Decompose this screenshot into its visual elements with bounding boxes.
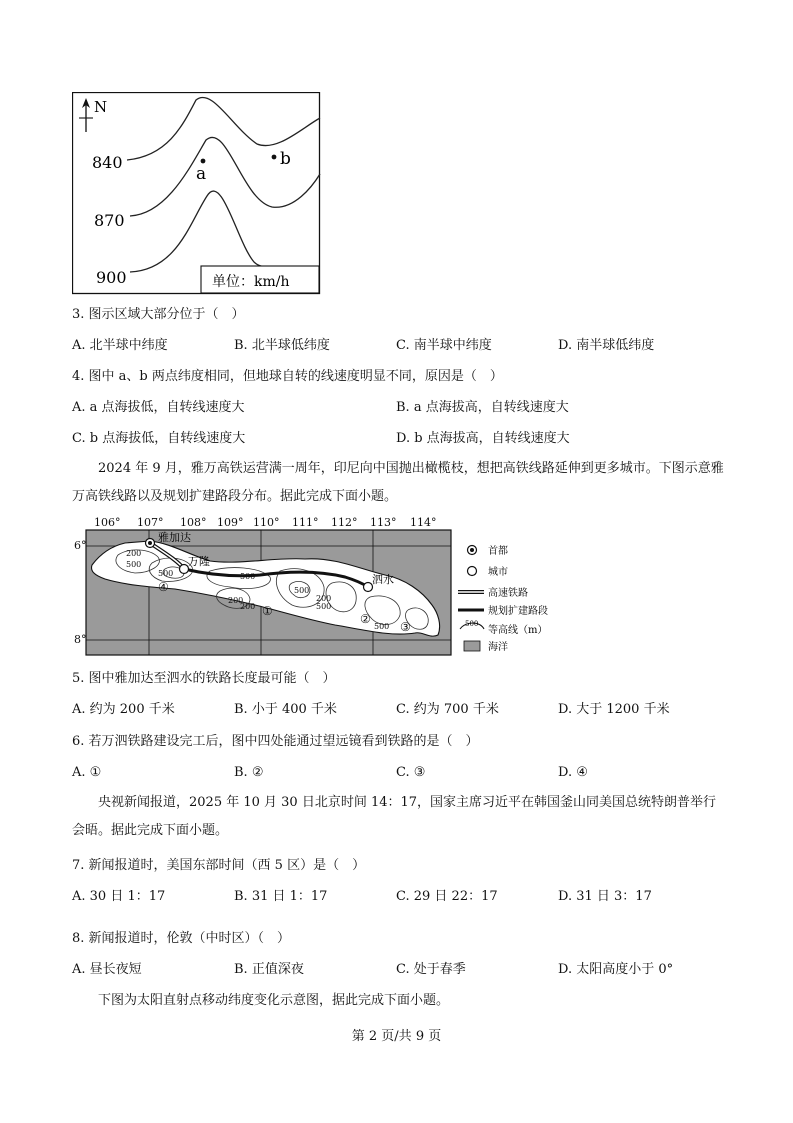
lon-label: 112° bbox=[331, 516, 358, 529]
contour-value: 500 bbox=[316, 602, 332, 611]
site-marker-2: ② bbox=[360, 612, 371, 626]
question-8-option-b: B. 正值深夜 bbox=[234, 962, 304, 977]
question-6-option-d: D. ④ bbox=[558, 765, 588, 780]
question-4-option-d: D. b 点海拔高，自转线速度大 bbox=[396, 431, 570, 446]
question-5-option-a: A. 约为 200 千米 bbox=[72, 702, 175, 717]
question-7-option-a: A. 30 日 1：17 bbox=[72, 889, 166, 904]
point-b-dot bbox=[272, 155, 277, 160]
isoline-label-900: 900 bbox=[96, 268, 127, 287]
point-a-dot bbox=[201, 159, 206, 164]
question-7-stem: 7. 新闻报道时，美国东部时间（西 5 区）是（ ） bbox=[72, 858, 366, 873]
map-legend bbox=[458, 544, 548, 653]
site-marker-4: ④ bbox=[158, 580, 169, 594]
point-b-label: b bbox=[280, 149, 291, 169]
question-6-option-a: A. ① bbox=[72, 765, 102, 780]
legend-capital-icon bbox=[468, 546, 477, 555]
contour-value: 200 bbox=[126, 549, 142, 558]
question-3-option-b: B. 北半球低纬度 bbox=[234, 338, 330, 353]
isoline-label-870: 870 bbox=[94, 211, 125, 230]
question-5-stem: 5. 图中雅加达至泗水的铁路长度最可能（ ） bbox=[72, 671, 336, 686]
page-footer: 第 2 页/共 9 页 bbox=[351, 1029, 442, 1044]
question-4-option-b: B. a 点海拔高，自转线速度大 bbox=[396, 400, 569, 415]
question-5-option-b: B. 小于 400 千米 bbox=[234, 702, 337, 717]
lat-label: 6° bbox=[74, 539, 87, 552]
question-4-option-c: C. b 点海拔低，自转线速度大 bbox=[72, 431, 246, 446]
question-6-option-b: B. ② bbox=[234, 765, 264, 780]
city-label-wanlong: 万隆 bbox=[188, 555, 210, 568]
city-label-jakarta: 雅加达 bbox=[158, 531, 191, 544]
question-7-option-b: B. 31 日 1：17 bbox=[234, 889, 328, 904]
question-7-option-c: C. 29 日 22：17 bbox=[396, 889, 498, 904]
unit-label: 单位：km/h bbox=[212, 274, 290, 290]
contour-value: 500 bbox=[240, 572, 256, 581]
question-7-option-d: D. 31 日 3：17 bbox=[558, 889, 652, 904]
site-marker-1: ① bbox=[262, 604, 273, 618]
question-8-stem: 8. 新闻报道时，伦敦（中时区）（ ） bbox=[72, 931, 291, 946]
intro-paragraph-subsolar: 下图为太阳直射点移动纬度变化示意图，据此完成下面小题。 bbox=[98, 993, 450, 1008]
legend-sea-label: 海洋 bbox=[488, 642, 508, 653]
java-railway-map bbox=[70, 513, 793, 659]
lon-label: 111° bbox=[292, 516, 319, 529]
legend-capital-label: 首都 bbox=[488, 546, 508, 557]
lon-label: 108° bbox=[180, 516, 207, 529]
lon-label: 106° bbox=[94, 516, 121, 529]
question-6-option-c: C. ③ bbox=[396, 765, 426, 780]
legend-contour-label: 等高线（m） bbox=[488, 625, 548, 636]
question-8-option-d: D. 太阳高度小于 0° bbox=[558, 962, 674, 977]
contour-value: 500 bbox=[126, 560, 142, 569]
question-5-option-c: C. 约为 700 千米 bbox=[396, 702, 499, 717]
legend-sea-icon bbox=[464, 641, 480, 651]
lat-label: 8° bbox=[74, 633, 87, 646]
question-8-option-c: C. 处于春季 bbox=[396, 962, 466, 977]
capital-jakarta-icon bbox=[146, 539, 155, 548]
lon-label: 109° bbox=[217, 516, 244, 529]
question-5-option-d: D. 大于 1200 千米 bbox=[558, 702, 670, 717]
question-3-option-c: C. 南半球中纬度 bbox=[396, 338, 492, 353]
speed-contour-figure bbox=[72, 92, 321, 295]
question-6-stem: 6. 若万泗铁路建设完工后，图中四处能通过望远镜看到铁路的是（ ） bbox=[72, 734, 479, 749]
isoline-label-840: 840 bbox=[92, 153, 123, 172]
city-label-sishui: 泗水 bbox=[372, 573, 394, 586]
question-3-option-d: D. 南半球低纬度 bbox=[558, 338, 655, 353]
contour-value: 200 bbox=[228, 596, 244, 605]
north-label: N bbox=[94, 98, 108, 116]
legend-city-icon bbox=[468, 567, 477, 576]
intro-paragraph-railway: 2024 年 9 月，雅万高铁运营满一周年，印尼向中国抛出橄榄枝，想把高铁线路延伸到更多城市。下图示意雅万高铁线路以及规划扩建路段分布。据此完成下面小题。 bbox=[72, 461, 724, 504]
legend-contour-value: 500 bbox=[465, 620, 479, 628]
intro-paragraph-news: 央视新闻报道，2025 年 10 月 30 日北京时间 14：17，国家主席习近平在韩国釜山同美国总统特朗普举行会晤。据此完成下面小题。 bbox=[72, 795, 717, 838]
question-4-option-a: A. a 点海拔低，自转线速度大 bbox=[72, 400, 245, 415]
point-a-label: a bbox=[196, 164, 207, 184]
lon-label: 107° bbox=[137, 516, 164, 529]
contour-value: 500 bbox=[294, 586, 310, 595]
legend-planned-label: 规划扩建路段 bbox=[488, 606, 548, 617]
legend-hsr-label: 高速铁路 bbox=[488, 588, 528, 599]
legend-city-label: 城市 bbox=[488, 567, 508, 578]
contour-value: 500 bbox=[158, 569, 174, 578]
contour-value: 200 bbox=[240, 602, 256, 611]
question-3-option-a: A. 北半球中纬度 bbox=[72, 338, 168, 353]
question-4-stem: 4. 图中 a、b 两点纬度相同，但地球自转的线速度明显不同，原因是（ ） bbox=[72, 369, 503, 384]
site-marker-3: ③ bbox=[400, 620, 411, 634]
contour-value: 200 bbox=[316, 594, 332, 603]
question-8-option-a: A. 昼长夜短 bbox=[72, 962, 142, 977]
lon-label: 114° bbox=[410, 516, 437, 529]
question-3-stem: 3. 图示区域大部分位于（ ） bbox=[72, 307, 245, 322]
lon-label: 110° bbox=[253, 516, 280, 529]
lon-label: 113° bbox=[370, 516, 397, 529]
contour-value: 500 bbox=[374, 622, 390, 631]
